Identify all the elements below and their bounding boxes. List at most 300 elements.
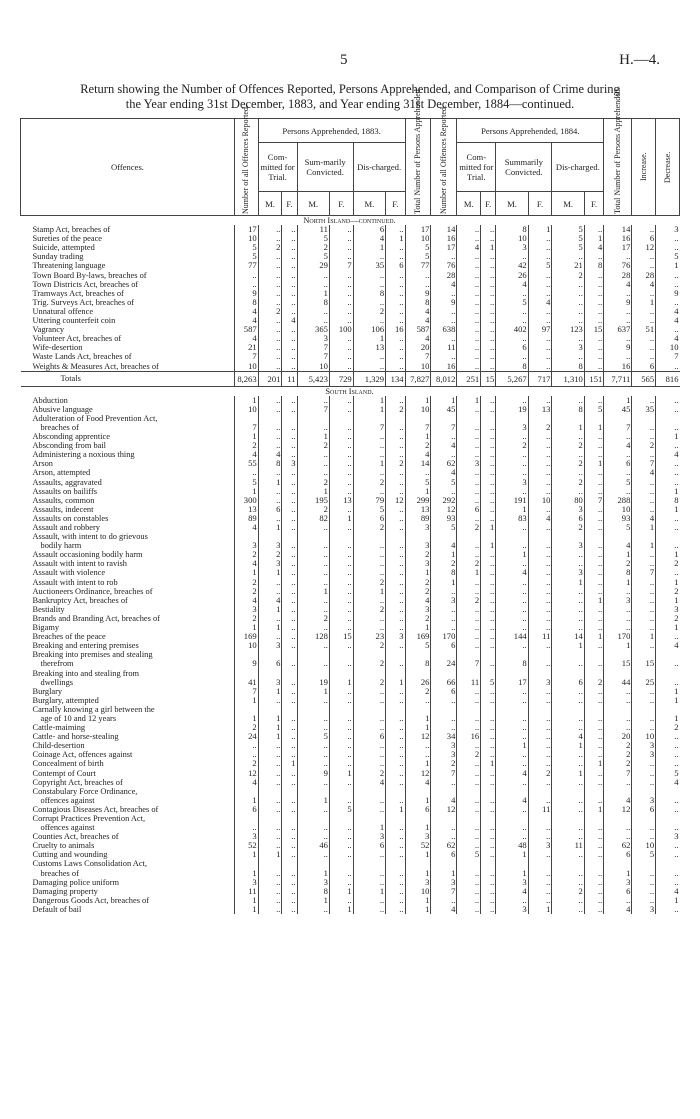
table-cell: ..: [481, 578, 496, 587]
table-cell: ..: [656, 568, 680, 577]
table-cell: ..: [297, 423, 329, 432]
table-cell: 201: [258, 371, 282, 386]
table-cell: 1: [528, 225, 552, 234]
table-row: [21, 605, 680, 614]
table-cell: ..: [297, 850, 329, 859]
table-cell: 1: [656, 596, 680, 605]
table-cell: ..: [528, 696, 552, 705]
table-cell: ..: [329, 568, 353, 577]
table-cell: 6: [431, 641, 457, 650]
table-cell: 1: [297, 896, 329, 905]
table-cell: ..: [282, 307, 297, 316]
table-cell: ..: [584, 487, 603, 496]
table-cell: ..: [481, 225, 496, 234]
offence-name: Contagious Diseases Act, breaches of: [32, 804, 159, 814]
table-cell: ..: [353, 796, 385, 805]
table-cell: [405, 859, 431, 868]
table-cell: ..: [297, 696, 329, 705]
table-cell: ..: [656, 823, 680, 832]
table-cell: [386, 859, 405, 868]
table-cell: [457, 650, 481, 659]
table-cell: ..: [386, 614, 405, 623]
table-cell: 3: [405, 832, 431, 841]
table-cell: 7: [604, 423, 632, 432]
table-cell: ..: [329, 468, 353, 477]
table-row: [21, 850, 680, 859]
table-cell: ..: [632, 225, 656, 234]
table-cell: 9: [431, 298, 457, 307]
table-cell: 20: [604, 732, 632, 741]
table-cell: ..: [604, 487, 632, 496]
table-cell: ..: [632, 550, 656, 559]
table-cell: 1: [234, 714, 258, 723]
table-cell: ..: [234, 280, 258, 289]
offence-name: Corrupt Practices Prevention Act,: [32, 814, 146, 823]
table-cell: ..: [656, 632, 680, 641]
table-cell: 3: [297, 334, 329, 343]
table-cell: ..: [258, 271, 282, 280]
offence-name: Bankruptcy Act, breaches of: [32, 595, 128, 605]
table-cell: ..: [552, 696, 584, 705]
table-cell: ..: [329, 823, 353, 832]
table-cell: [405, 814, 431, 823]
table-cell: ..: [528, 459, 552, 468]
table-body: [21, 216, 680, 915]
table-cell: ..: [496, 450, 528, 459]
table-cell: ..: [528, 343, 552, 352]
table-cell: 62: [604, 841, 632, 850]
table-cell: ..: [258, 587, 282, 596]
table-cell: ..: [632, 334, 656, 343]
table-cell: 17: [431, 243, 457, 252]
header-discharged-1883: Dis-charged.: [353, 143, 405, 192]
table-cell: 6: [604, 850, 632, 859]
table-cell: ..: [481, 334, 496, 343]
table-cell: ..: [329, 605, 353, 614]
offence-name: breaches of: [40, 422, 79, 432]
table-cell: ..: [584, 696, 603, 705]
table-cell: ..: [604, 307, 632, 316]
table-cell: 5: [405, 243, 431, 252]
table-cell: 106: [353, 325, 385, 334]
table-cell: 52: [234, 841, 258, 850]
table-cell: 2: [353, 307, 385, 316]
table-cell: 3: [405, 541, 431, 550]
table-cell: ..: [386, 841, 405, 850]
table-cell: ..: [282, 741, 297, 750]
table-cell: [528, 650, 552, 659]
table-cell: ..: [496, 334, 528, 343]
table-cell: 5: [584, 405, 603, 414]
table-cell: 5: [297, 234, 329, 243]
table-cell: 17: [496, 678, 528, 687]
table-cell: 1: [234, 696, 258, 705]
table-cell: 6: [234, 805, 258, 814]
table-cell: [632, 814, 656, 823]
table-cell: 2: [353, 659, 385, 668]
table-cell: ..: [528, 568, 552, 577]
table-cell: 6: [632, 234, 656, 243]
table-cell: 1: [656, 432, 680, 441]
table-cell: ..: [528, 687, 552, 696]
table-cell: 16: [386, 325, 405, 334]
table-cell: ..: [584, 568, 603, 577]
table-cell: ..: [481, 905, 496, 914]
table-cell: ..: [496, 459, 528, 468]
table-cell: ..: [282, 550, 297, 559]
table-cell: ..: [632, 343, 656, 352]
table-cell: ..: [584, 252, 603, 261]
table-cell: ..: [297, 578, 329, 587]
table-cell: ..: [258, 805, 282, 814]
table-cell: 4: [604, 796, 632, 805]
table-cell: ..: [552, 878, 584, 887]
table-cell: ..: [584, 732, 603, 741]
table-cell: [258, 787, 282, 796]
offence-name: Assault occasioning bodily harm: [32, 550, 143, 560]
table-cell: ..: [481, 478, 496, 487]
table-cell: 1: [584, 632, 603, 641]
table-cell: 6: [604, 459, 632, 468]
table-row: [21, 459, 680, 468]
table-cell: ..: [481, 459, 496, 468]
table-cell: ..: [604, 252, 632, 261]
table-cell: [386, 814, 405, 823]
table-cell: ..: [431, 605, 457, 614]
title-line-2: the Year ending 31st December, 1883, and Year ending 31st December, 1884—continued.: [125, 97, 575, 111]
table-cell: ..: [282, 225, 297, 234]
table-cell: ..: [353, 550, 385, 559]
table-cell: 2: [234, 578, 258, 587]
table-cell: [496, 414, 528, 423]
table-cell: ..: [386, 687, 405, 696]
table-cell: ..: [552, 750, 584, 759]
table-cell: ..: [528, 307, 552, 316]
table-cell: ..: [329, 271, 353, 280]
table-cell: [431, 669, 457, 678]
table-cell: 816: [656, 371, 680, 386]
table-cell: ..: [632, 478, 656, 487]
table-cell: 1: [234, 850, 258, 859]
table-cell: 16: [431, 234, 457, 243]
table-cell: ..: [632, 641, 656, 650]
table-cell: 1: [656, 261, 680, 270]
table-cell: 93: [604, 514, 632, 523]
table-cell: ..: [481, 723, 496, 732]
table-cell: ..: [282, 468, 297, 477]
table-cell: ..: [584, 587, 603, 596]
table-row: [21, 878, 680, 887]
table-cell: 45: [431, 405, 457, 414]
table-cell: ..: [234, 468, 258, 477]
offence-name: Assault and robbery: [32, 523, 100, 532]
table-cell: 2: [353, 769, 385, 778]
table-cell: ..: [353, 905, 385, 914]
table-cell: 10: [234, 362, 258, 372]
table-cell: ..: [282, 496, 297, 505]
table-cell: ..: [297, 280, 329, 289]
offence-name: Vagrancy: [32, 325, 65, 335]
table-cell: ..: [386, 343, 405, 352]
table-cell: ..: [632, 450, 656, 459]
table-cell: ..: [386, 271, 405, 280]
table-cell: ..: [282, 769, 297, 778]
table-cell: ..: [656, 405, 680, 414]
table-cell: 1: [584, 459, 603, 468]
table-cell: ..: [258, 225, 282, 234]
table-cell: ..: [258, 362, 282, 372]
table-cell: ..: [584, 316, 603, 325]
table-cell: 2: [604, 741, 632, 750]
table-cell: 3: [405, 605, 431, 614]
table-cell: [552, 705, 584, 714]
table-row: [21, 705, 680, 714]
table-cell: ..: [386, 905, 405, 914]
table-cell: 5: [234, 243, 258, 252]
table-cell: 1: [234, 896, 258, 905]
table-cell: 4: [258, 450, 282, 459]
table-cell: ..: [282, 614, 297, 623]
table-cell: 2: [405, 687, 431, 696]
offence-name: Administering a noxious thing: [32, 450, 135, 460]
table-cell: [258, 414, 282, 423]
table-cell: ..: [481, 343, 496, 352]
table-cell: 5: [632, 850, 656, 859]
offence-name: age of 10 and 12 years: [40, 713, 117, 723]
table-cell: ..: [258, 578, 282, 587]
table-cell: ..: [632, 432, 656, 441]
table-cell: ..: [457, 334, 481, 343]
table-cell: ..: [604, 468, 632, 477]
table-cell: ..: [552, 298, 584, 307]
table-cell: [604, 650, 632, 659]
table-cell: 1: [604, 869, 632, 878]
table-cell: [457, 532, 481, 541]
table-cell: [297, 787, 329, 796]
table-cell: 10: [632, 841, 656, 850]
table-cell: [656, 414, 680, 423]
table-cell: 8: [234, 298, 258, 307]
table-row: [21, 234, 680, 243]
table-cell: ..: [632, 487, 656, 496]
table-cell: ..: [496, 252, 528, 261]
offence-name: Dangerous Goods Act, breaches of: [32, 895, 150, 905]
table-cell: ..: [552, 614, 584, 623]
table-cell: 9: [656, 289, 680, 298]
table-cell: ..: [297, 759, 329, 768]
table-cell: ..: [457, 623, 481, 632]
table-cell: ..: [282, 432, 297, 441]
table-cell: 1: [234, 623, 258, 632]
table-row: [21, 468, 680, 477]
table-row: [21, 441, 680, 450]
table-cell: [656, 787, 680, 796]
table-cell: 1: [329, 887, 353, 896]
header-reported-1884: Number of all Offences Reported.: [431, 119, 457, 216]
table-cell: 6: [632, 805, 656, 814]
offence-name: Default of bail: [32, 904, 82, 914]
table-cell: 6: [258, 505, 282, 514]
table-cell: ..: [528, 550, 552, 559]
table-cell: [282, 532, 297, 541]
table-cell: ..: [528, 623, 552, 632]
table-cell: ..: [584, 887, 603, 896]
table-cell: 1: [584, 805, 603, 814]
table-cell: ..: [258, 423, 282, 432]
table-cell: ..: [353, 869, 385, 878]
table-cell: ..: [584, 225, 603, 234]
table-cell: 1: [552, 423, 584, 432]
table-cell: 2: [552, 478, 584, 487]
table-cell: ..: [528, 316, 552, 325]
table-cell: 6: [405, 805, 431, 814]
table-cell: ..: [329, 432, 353, 441]
table-cell: ..: [282, 243, 297, 252]
table-cell: ..: [528, 450, 552, 459]
table-cell: 6: [496, 343, 528, 352]
table-cell: 7: [656, 352, 680, 361]
table-cell: ..: [282, 325, 297, 334]
table-cell: 1: [386, 805, 405, 814]
table-cell: 10: [604, 505, 632, 514]
table-row: [21, 414, 680, 423]
table-cell: ..: [457, 325, 481, 334]
table-cell: 4: [656, 334, 680, 343]
table-cell: ..: [528, 796, 552, 805]
table-cell: ..: [552, 823, 584, 832]
table-cell: 3: [496, 243, 528, 252]
table-cell: ..: [329, 659, 353, 668]
table-cell: ..: [282, 869, 297, 878]
table-cell: 21: [552, 261, 584, 270]
offence-name: Adulteration of Food Prevention Act,: [32, 413, 158, 423]
table-cell: 1: [386, 678, 405, 687]
table-cell: ..: [496, 578, 528, 587]
table-cell: [457, 787, 481, 796]
table-cell: [604, 532, 632, 541]
offence-name: Tramways Act, breaches of: [32, 288, 124, 298]
table-cell: [584, 859, 603, 868]
table-cell: ..: [632, 252, 656, 261]
table-cell: ..: [329, 869, 353, 878]
table-cell: 2: [258, 550, 282, 559]
table-cell: 15: [632, 659, 656, 668]
table-cell: 100: [329, 325, 353, 334]
table-row: [21, 896, 680, 905]
offence-name: Burglary, attempted: [32, 695, 99, 705]
table-cell: 6: [353, 514, 385, 523]
table-cell: ..: [234, 741, 258, 750]
table-cell: ..: [386, 307, 405, 316]
table-cell: ..: [481, 841, 496, 850]
table-cell: 1: [496, 505, 528, 514]
table-cell: 1: [234, 869, 258, 878]
table-cell: 170: [431, 632, 457, 641]
table-cell: ..: [282, 487, 297, 496]
header-m: M.: [552, 192, 584, 216]
table-cell: 4: [353, 778, 385, 787]
table-cell: ..: [457, 468, 481, 477]
table-cell: ..: [329, 343, 353, 352]
table-cell: ..: [552, 307, 584, 316]
table-cell: 8: [552, 405, 584, 414]
table-cell: ..: [632, 352, 656, 361]
offence-name: Cruelty to animals: [32, 841, 95, 851]
table-cell: ..: [329, 778, 353, 787]
table-cell: ..: [632, 614, 656, 623]
table-cell: 1: [584, 596, 603, 605]
title-line-1: Return showing the Number of Offences Reported, Persons Apprehended, and Comparison of Crime during: [80, 82, 620, 96]
table-cell: ..: [481, 623, 496, 632]
table-cell: ..: [584, 343, 603, 352]
table-cell: ..: [258, 869, 282, 878]
table-cell: ..: [552, 316, 584, 325]
table-cell: [528, 859, 552, 868]
table-cell: ..: [656, 468, 680, 477]
table-cell: 1: [405, 396, 431, 405]
table-cell: ..: [552, 252, 584, 261]
table-row: [21, 641, 680, 650]
table-cell: [604, 669, 632, 678]
table-cell: ..: [584, 307, 603, 316]
table-row: [21, 423, 680, 432]
offence-name: offences against: [40, 823, 95, 833]
table-row: [21, 741, 680, 750]
table-cell: ..: [386, 243, 405, 252]
table-cell: 13: [353, 343, 385, 352]
table-cell: ..: [496, 289, 528, 298]
table-cell: [552, 532, 584, 541]
table-cell: ..: [282, 587, 297, 596]
table-cell: 10: [405, 234, 431, 243]
table-cell: 1: [552, 578, 584, 587]
table-cell: ..: [386, 487, 405, 496]
table-cell: 62: [431, 459, 457, 468]
table-cell: 4: [234, 334, 258, 343]
table-cell: 4: [282, 316, 297, 325]
offence-name: Contempt of Court: [32, 768, 96, 778]
table-cell: ..: [282, 450, 297, 459]
table-cell: 4: [632, 280, 656, 289]
table-cell: 26: [496, 271, 528, 280]
table-cell: [496, 814, 528, 823]
table-cell: ..: [282, 559, 297, 568]
table-cell: ..: [481, 280, 496, 289]
table-cell: 8: [496, 225, 528, 234]
table-cell: 4: [353, 234, 385, 243]
table-cell: ..: [481, 271, 496, 280]
table-cell: ..: [481, 605, 496, 614]
table-cell: ..: [386, 334, 405, 343]
table-cell: ..: [496, 687, 528, 696]
table-cell: ..: [656, 298, 680, 307]
table-cell: 17: [604, 243, 632, 252]
table-cell: 1: [431, 578, 457, 587]
header-decrease: Decrease.: [656, 119, 680, 216]
table-cell: [496, 787, 528, 796]
table-cell: 11: [457, 678, 481, 687]
table-cell: 4: [496, 887, 528, 896]
table-cell: 3: [656, 832, 680, 841]
table-cell: ..: [457, 362, 481, 372]
table-cell: 2: [656, 587, 680, 596]
table-cell: 6: [353, 841, 385, 850]
table-cell: ..: [329, 741, 353, 750]
table-cell: ..: [481, 823, 496, 832]
table-cell: 17: [234, 225, 258, 234]
table-cell: 3: [258, 541, 282, 550]
table-cell: ..: [528, 523, 552, 532]
